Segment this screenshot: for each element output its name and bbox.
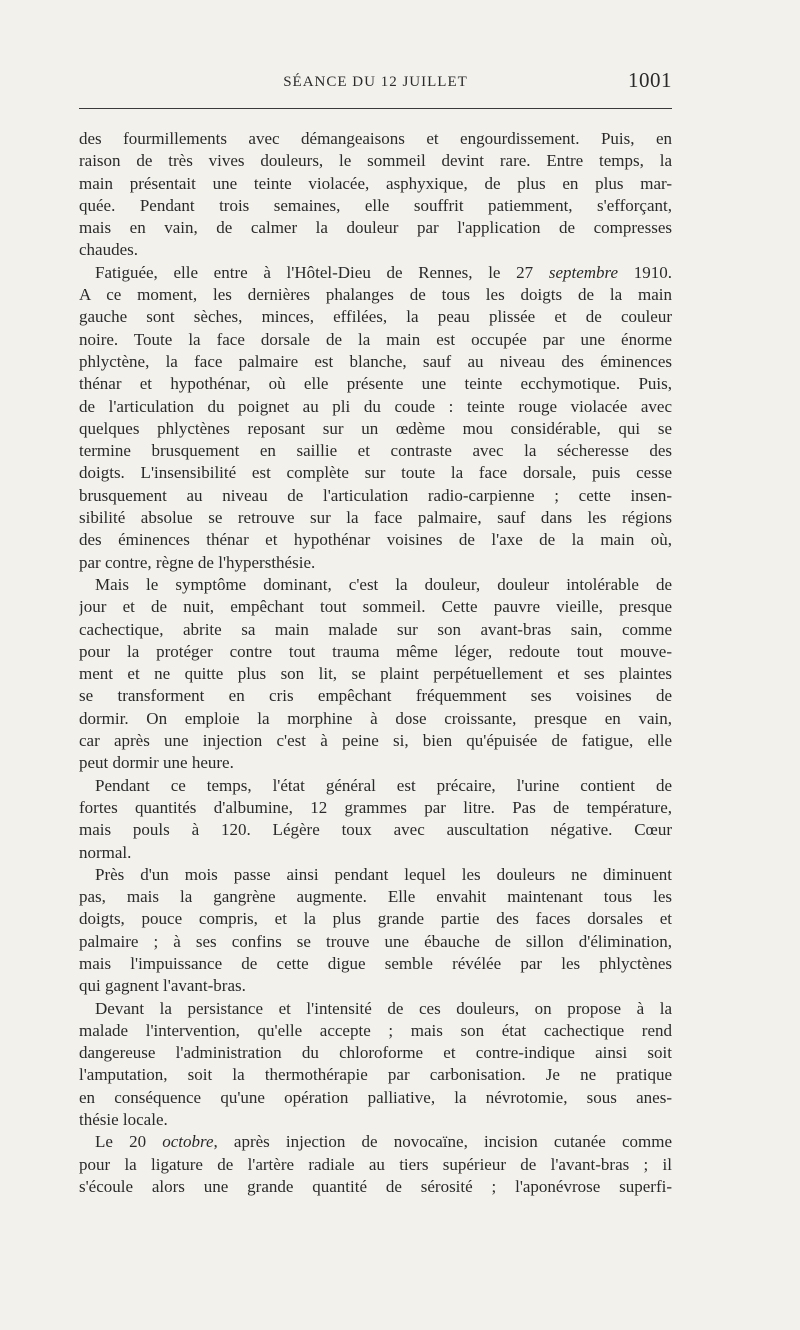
text-line: dormir. On emploie la morphine à dose croissante, presque en vain, <box>79 708 672 728</box>
text-line: Près d'un mois passe ainsi pendant lequel les douleurs ne diminuent <box>95 864 672 884</box>
text-line: thénar et hypothénar, où elle présente une teinte ecchymotique. Puis, <box>79 374 672 394</box>
text-line: en conséquence qu'une opération palliative, la névrotomie, sous anes- <box>79 1087 672 1107</box>
text-line: Le 20 octobre, après injection de novocaïne, incision cutanée comme <box>95 1132 672 1152</box>
text-line: des éminences thénar et hypothénar voisines de l'axe de la main où, <box>79 530 672 550</box>
text-line: des fourmillements avec démangeaisons et engourdissement. Puis, en <box>79 129 672 148</box>
text-line: normal. <box>79 842 132 862</box>
text-line: l'amputation, soit la thermothérapie par carbonisation. Je ne pratique <box>79 1065 672 1085</box>
text-line: doigts, pouce compris, et la plus grande partie des faces dorsales et <box>79 909 672 929</box>
text-line: mais l'impuissance de cette digue semble révélée par les phlyctènes <box>79 953 672 973</box>
text-line: qui gagnent l'avant-bras. <box>79 976 246 996</box>
body-text <box>79 128 672 1198</box>
text-line: main présentait une teinte violacée, asphyxique, de plus en plus mar- <box>79 173 672 193</box>
text-line: quelques phlyctènes reposant sur un œdème mou considérable, qui se <box>79 418 672 438</box>
text-line: par contre, règne de l'hypersthésie. <box>79 552 316 572</box>
text-line: gauche sont sèches, minces, effilées, la peau plissée et de couleur <box>79 307 672 327</box>
text-line: se transforment en cris empêchant fréquemment ses voisines de <box>79 686 672 706</box>
italic-word: octobre <box>162 1132 214 1152</box>
text-line: doigts. L'insensibilité est complète sur toute la face dorsale, puis cesse <box>79 463 672 483</box>
text-line: Pendant ce temps, l'état général est précaire, l'urine contient de <box>95 775 672 795</box>
text-line: s'écoule alors une grande quantité de sérosité ; l'aponévrose superfi- <box>79 1176 672 1196</box>
text-line: dangereuse l'administration du chloroforme et contre-indique ainsi soit <box>79 1043 672 1063</box>
text-line: pas, mais la gangrène augmente. Elle envahit maintenant tous les <box>79 887 672 907</box>
text-line: pour la ligature de l'artère radiale au tiers supérieur de l'avant-bras ; il <box>79 1154 672 1174</box>
text-line: quée. Pendant trois semaines, elle souffrit patiemment, s'efforçant, <box>79 195 672 215</box>
text-line: mais pouls à 120. Légère toux avec auscultation négative. Cœur <box>79 820 672 840</box>
text-line: sibilité absolue se retrouve sur la face palmaire, sauf dans les régions <box>79 508 672 528</box>
page-header <box>79 68 672 98</box>
text-line: peut dormir une heure. <box>79 753 234 773</box>
text-line: mais en vain, de calmer la douleur par l'application de compresses <box>79 218 672 238</box>
text-line: pour la protéger contre tout trauma même léger, redoute tout mouve- <box>79 641 672 661</box>
italic-word: septembre <box>548 262 619 282</box>
text-line: phlyctène, la face palmaire est blanche, sauf au niveau des éminences <box>79 351 672 371</box>
text-line: chaudes. <box>79 240 139 260</box>
text-line: A ce moment, les dernières phalanges de tous les doigts de la main <box>79 285 672 305</box>
text-line: brusquement au niveau de l'articulation radio-carpienne ; cette insen- <box>79 485 672 505</box>
text-line: de l'articulation du poignet au pli du coude : teinte rouge violacée avec <box>79 396 672 416</box>
text-line: malade l'intervention, qu'elle accepte ; mais son état cachectique rend <box>79 1020 672 1040</box>
text-line: thésie locale. <box>79 1110 168 1130</box>
text-line: Devant la persistance et l'intensité de ces douleurs, on propose à la <box>95 998 672 1018</box>
text-line: raison de très vives douleurs, le sommeil devint rare. Entre temps, la <box>79 151 672 171</box>
text-line: jour et de nuit, empêchant tout sommeil. Cette pauvre vieille, presque <box>79 597 672 617</box>
running-title: SÉANCE DU 12 JUILLET <box>283 74 468 90</box>
text-line: Mais le symptôme dominant, c'est la douleur, douleur intolérable de <box>95 574 672 594</box>
text-line: Fatiguée, elle entre à l'Hôtel-Dieu de Rennes, le 27 septembre 1910. <box>95 262 672 282</box>
text-line: cachectique, abrite sa main malade sur son avant-bras sain, comme <box>79 619 672 639</box>
page-number: 1001 <box>628 68 672 92</box>
text-line: fortes quantités d'albumine, 12 grammes par litre. Pas de température, <box>79 797 672 817</box>
text-line: ment et ne quitte plus son lit, se plaint perpétuellement et ses plaintes <box>79 664 672 684</box>
text-line: car après une injection c'est à peine si, bien qu'épuisée de fatigue, elle <box>79 731 672 751</box>
text-line: noire. Toute la face dorsale de la main est occupée par une énorme <box>79 329 672 349</box>
text-line: termine brusquement en saillie et contraste avec la sécheresse des <box>79 441 672 461</box>
text-line: palmaire ; à ses confins se trouve une ébauche de sillon d'élimination, <box>79 931 672 951</box>
header-rule <box>79 108 672 109</box>
